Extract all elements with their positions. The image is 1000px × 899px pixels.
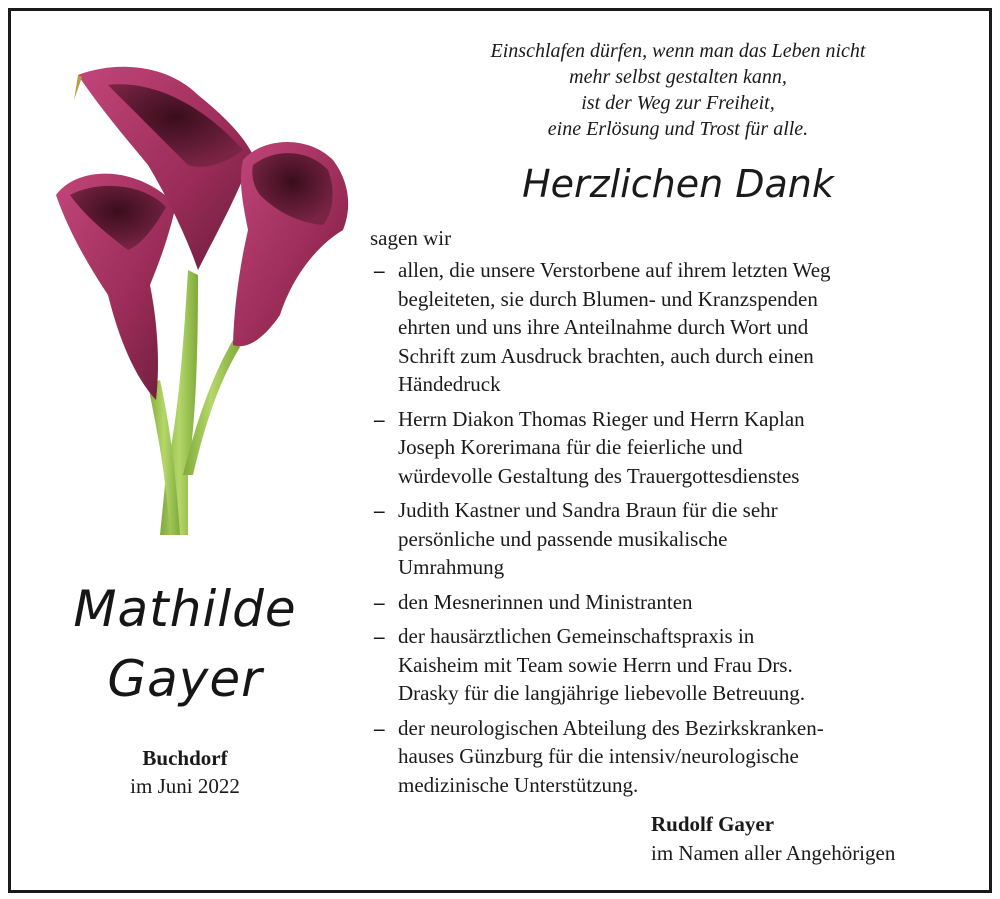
list-item-line: der neurologischen Abteilung des Bezirkskranken- (398, 715, 824, 740)
calla-lily-illustration (48, 55, 358, 540)
poem-line: Einschlafen dürfen, wenn man das Leben nicht (490, 40, 866, 62)
poem-line: mehr selbst gestalten kann, (569, 66, 787, 88)
bullet-dash: – (374, 715, 385, 740)
poem-line: ist der Weg zur Freiheit, (581, 92, 775, 114)
list-item-line: Joseph Korerimana für die feierliche und (398, 435, 743, 459)
thanks-intro: sagen wir (370, 226, 452, 250)
list-item-line: medizinische Unterstützung. (398, 772, 639, 797)
list-item-line: begleiteten, sie durch Blumen- und Kranzspenden (398, 286, 818, 311)
list-item-line: allen, die unsere Verstorbene auf ihrem letzten Weg (398, 258, 831, 282)
thanks-list (374, 256, 974, 805)
list-item-line: Umrahmung (398, 555, 505, 579)
bullet-dash: – (374, 498, 385, 522)
list-item-line: den Mesnerinnen und Ministranten (398, 589, 693, 614)
deceased-place: Buchdorf (142, 746, 228, 770)
deceased-first-name: Mathilde (73, 580, 297, 638)
list-item-line: der hausärztlichen Gemeinschaftspraxis in (398, 624, 755, 648)
poem (368, 38, 988, 142)
list-item-line: hauses Günzburg für die intensiv/neurologische (398, 744, 799, 768)
list-item (374, 256, 974, 399)
list-item-line: persönliche und passende musikalische (398, 526, 728, 551)
poem-line: eine Erlösung und Trost für alle. (547, 118, 809, 140)
list-item-line: Schrift zum Ausdruck brachten, auch durch einen (398, 343, 814, 368)
bullet-dash: – (374, 624, 385, 648)
list-item (374, 622, 974, 708)
signer-subtitle: im Namen aller Angehörigen (651, 840, 896, 865)
deceased-date: im Juni 2022 (130, 774, 240, 798)
list-item-line: Judith Kastner und Sandra Braun für die sehr (398, 498, 778, 522)
list-item-line: ehrten und uns ihre Anteilnahme durch Wort und (398, 315, 809, 339)
signer-name: Rudolf Gayer (651, 812, 775, 836)
list-item-line: Herrn Diakon Thomas Rieger und Herrn Kaplan (398, 406, 805, 431)
list-item (374, 588, 974, 617)
list-item (374, 496, 974, 582)
signature (651, 810, 895, 867)
list-item-line: Drasky für die langjährige liebevolle Betreuung. (398, 681, 806, 705)
bullet-dash: – (374, 406, 385, 431)
list-item-line: würdevolle Gestaltung des Trauergottesdienstes (398, 463, 800, 488)
thanks-heading: Herzlichen Dank (522, 162, 834, 206)
deceased-last-name: Gayer (107, 650, 263, 708)
bullet-dash: – (374, 258, 385, 282)
list-item (374, 714, 974, 800)
bullet-dash: – (374, 589, 385, 614)
list-item-line: Händedruck (398, 372, 501, 396)
list-item-line: Kaisheim mit Team sowie Herrn und Frau Drs. (398, 652, 793, 677)
list-item (374, 405, 974, 491)
